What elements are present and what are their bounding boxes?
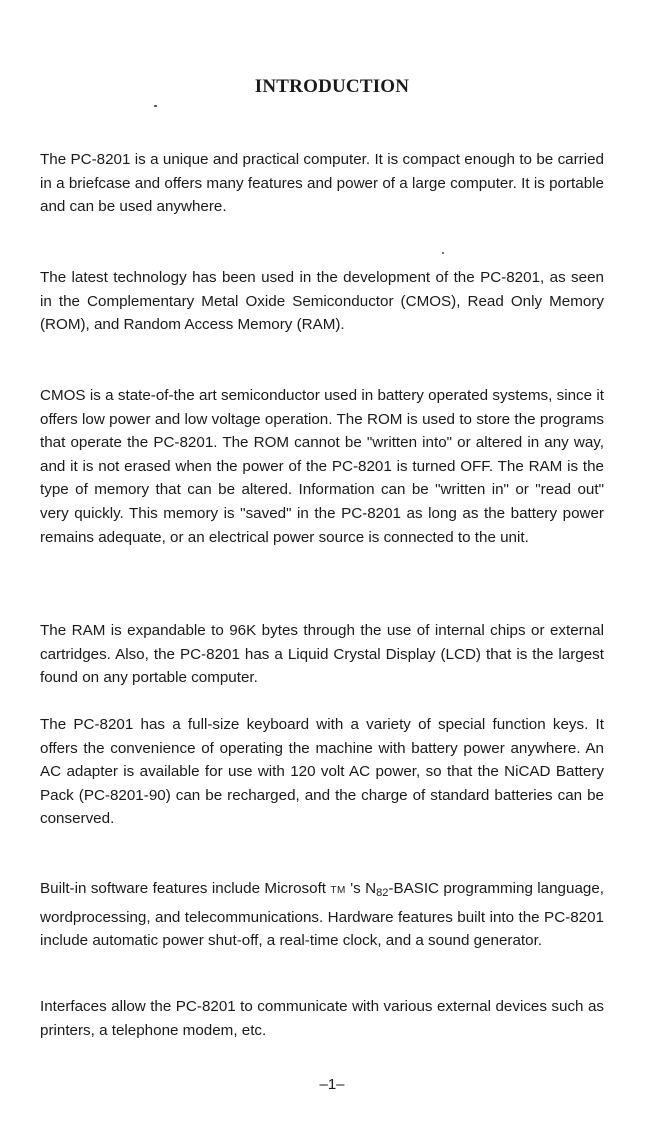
software-text-part1: Built-in software features include Microsoft (40, 880, 331, 897)
basic-subscript: 82 (376, 887, 389, 899)
page-number: –1– (319, 1076, 345, 1093)
page-title: INTRODUCTION (254, 76, 410, 97)
paragraph-technology: The latest technology has been used in the development of the PC-8201, as seen in the Complementary Metal Oxide Semiconductor (CMOS), Read Only Memory (ROM), and Random Access Memory (RAM). (40, 269, 604, 334)
scan-speck (154, 105, 157, 107)
trademark-mark: TM (330, 885, 346, 896)
paragraph-overview: The PC-8201 is a unique and practical computer. It is compact enough to be carried in a briefcase and offers many features and power of a large computer. It is portable and can be used anywhere. (40, 151, 604, 216)
paragraph-ram-lcd: The RAM is expandable to 96K bytes through the use of internal chips or external cartridges. Also, the PC-8201 has a Liquid Crystal Display (LCD) that is the largest found on any portable computer. (40, 622, 604, 687)
paragraph-cmos-rom-ram: CMOS is a state-of-the art semiconductor used in battery operated systems, since it offers low power and low voltage operation. The ROM is used to store the programs that operate the PC-8201. The ROM cannot be "written into" or altered in any way, and it is not erased when the power of the PC-8201 is turned OFF. The RAM is the type of memory that can be altered. Information can be "written in" or "read out" very quickly. This memory is "saved" in the PC-8201 as long as the battery power remains adequate, or an electrical power source is connected to the unit. (40, 387, 604, 546)
paragraph-interfaces: Interfaces allow the PC-8201 to communicate with various external devices such as printers, a telephone modem, etc. (40, 998, 604, 1039)
software-text-part3: -BASIC programming language, wordprocessing, and telecommunications. Hardware features built into the PC-8201 include automatic power shut-off, a real-time clock, and a sound generator. (40, 880, 605, 950)
software-text-part2: 's N (345, 880, 377, 897)
scan-speck (442, 252, 444, 254)
paragraph-keyboard-power: The PC-8201 has a full-size keyboard with a variety of special function keys. It offers the convenience of operating the machine with battery power anywhere. An AC adapter is available for use with 120 volt AC power, so that the NiCAD Battery Pack (PC-8201-90) can be recharged, and the charge of standard batteries can be conserved. (40, 716, 604, 828)
paragraph-software (40, 877, 604, 953)
